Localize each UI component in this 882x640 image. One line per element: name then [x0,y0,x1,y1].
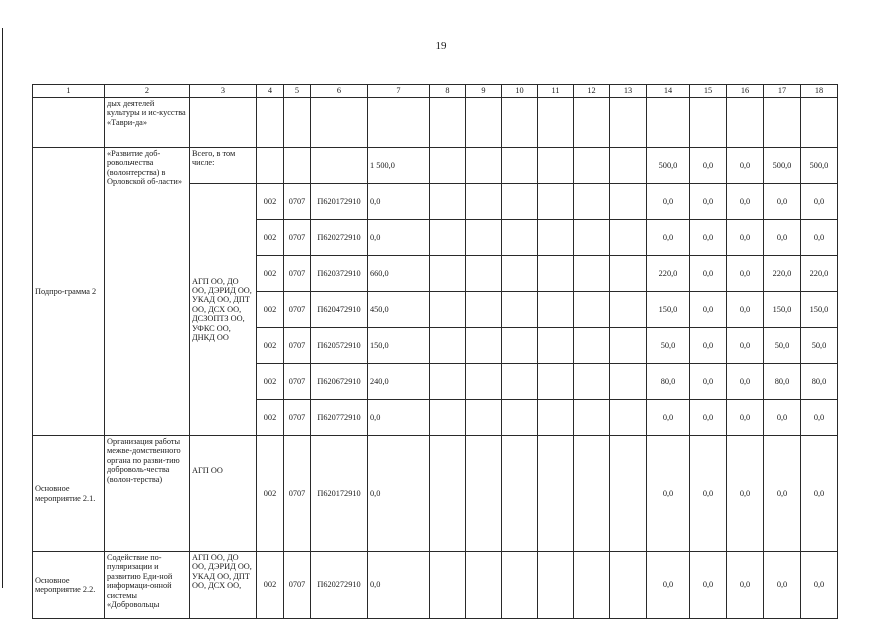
table-cell [538,552,574,619]
cell-c17: 0,0 [764,552,801,619]
header-cell: 13 [610,85,647,98]
cell-c17: 0,0 [764,184,801,220]
activity-22-row [33,552,838,619]
total-label: Всего, в том числе: [190,148,257,184]
header-cell: 7 [368,85,430,98]
header-cell: 15 [690,85,727,98]
header-cell: 5 [284,85,311,98]
program-label: Подпро-грамма 2 [33,148,105,436]
table-cell [430,436,466,552]
cell-c7: 0,0 [368,552,430,619]
continuation-name: дых деятелей культуры и ис-кусства «Таври-да» [105,98,190,148]
table-cell [538,148,574,184]
table-cell [190,98,257,148]
activity-22-label: Основное мероприятие 2.2. [33,552,105,619]
table-cell [368,98,430,148]
header-cell: 11 [538,85,574,98]
header-cell: 10 [502,85,538,98]
total-c15: 0,0 [690,148,727,184]
cell-c15: 0,0 [690,328,727,364]
cell-c5: 0707 [284,220,311,256]
activity-21-label: Основное мероприятие 2.1. [33,436,105,552]
activity-21-executor: АГП ОО [190,436,257,552]
cell-c4: 002 [257,292,284,328]
cell-c4: 002 [257,328,284,364]
table-cell [502,552,538,619]
cell-c17: 150,0 [764,292,801,328]
table-cell [430,256,466,292]
table-cell [574,256,610,292]
total-c16: 0,0 [727,148,764,184]
header-row [33,85,838,98]
table-cell [466,98,502,148]
header-cell: 9 [466,85,502,98]
table-cell [466,328,502,364]
header-cell: 17 [764,85,801,98]
program-total-row [33,148,838,184]
cell-c6: П620172910 [311,184,368,220]
table-cell [430,292,466,328]
cell-c17: 0,0 [764,400,801,436]
table-cell [574,220,610,256]
table-cell [257,98,284,148]
header-cell: 16 [727,85,764,98]
table-cell [647,98,690,148]
cell-c4: 002 [257,184,284,220]
table-cell [574,552,610,619]
cell-c14: 50,0 [647,328,690,364]
header-cell: 3 [190,85,257,98]
cell-c7: 660,0 [368,256,430,292]
header-cell: 1 [33,85,105,98]
cell-c15: 0,0 [690,292,727,328]
table-cell [610,184,647,220]
cell-c16: 0,0 [727,184,764,220]
cell-c5: 0707 [284,400,311,436]
cell-c16: 0,0 [727,364,764,400]
table-cell [610,220,647,256]
cell-c6: П620272910 [311,220,368,256]
cell-c5: 0707 [284,256,311,292]
table-cell [466,552,502,619]
cell-c18: 80,0 [801,364,838,400]
table-cell [311,98,368,148]
table-cell [502,400,538,436]
table-cell [430,364,466,400]
cell-c17: 0,0 [764,220,801,256]
cell-c14: 0,0 [647,400,690,436]
table-cell [466,220,502,256]
cell-c15: 0,0 [690,400,727,436]
cell-c7: 0,0 [368,220,430,256]
program-executors: АГП ОО, ДО ОО, ДЭРИД ОО, УКАД ОО, ДПТ ОО, ДСХ ОО, ДСЗОПТЗ ОО, УФКС ОО, ДНКД ОО [190,184,257,436]
table-cell [610,436,647,552]
table-cell [466,292,502,328]
activity-22-executor: АГП ОО, ДО ОО, ДЭРИД ОО, УКАД ОО, ДПТ ОО, ДСХ ОО, [190,552,257,619]
table-cell [574,364,610,400]
total-c18: 500,0 [801,148,838,184]
cell-c5: 0707 [284,364,311,400]
table-cell [538,400,574,436]
table-cell [257,148,284,184]
page-number: 19 [435,40,447,52]
table-cell [610,98,647,148]
cell-c17: 0,0 [764,436,801,552]
cell-c15: 0,0 [690,552,727,619]
cell-c16: 0,0 [727,436,764,552]
table-cell [574,148,610,184]
table-cell [502,98,538,148]
table-cell [538,256,574,292]
cell-c5: 0707 [284,292,311,328]
cell-c5: 0707 [284,436,311,552]
cell-c14: 0,0 [647,436,690,552]
cell-c7: 240,0 [368,364,430,400]
activity-21-row [33,436,838,552]
table-cell [502,184,538,220]
table-cell [466,256,502,292]
table-cell [610,328,647,364]
table-cell [502,256,538,292]
table-cell [430,220,466,256]
cell-c17: 80,0 [764,364,801,400]
table-cell [538,328,574,364]
table-cell [311,148,368,184]
table-cell [466,148,502,184]
total-c7: 1 500,0 [368,148,430,184]
cell-c6: П620372910 [311,256,368,292]
header-cell: 8 [430,85,466,98]
cell-c15: 0,0 [690,364,727,400]
table-cell [690,98,727,148]
cell-c14: 220,0 [647,256,690,292]
table-cell [538,292,574,328]
table-cell [502,148,538,184]
table-cell [502,220,538,256]
cell-c18: 0,0 [801,400,838,436]
table-cell [502,364,538,400]
cell-c15: 0,0 [690,436,727,552]
table-cell [610,148,647,184]
table-cell [466,364,502,400]
cell-c18: 0,0 [801,184,838,220]
table-cell [538,436,574,552]
header-cell: 14 [647,85,690,98]
cell-c18: 220,0 [801,256,838,292]
total-c17: 500,0 [764,148,801,184]
cell-c14: 0,0 [647,184,690,220]
table-cell [502,436,538,552]
page-edge-line [2,28,3,588]
table-cell [610,364,647,400]
cell-c5: 0707 [284,184,311,220]
table-cell [33,98,105,148]
cell-c14: 0,0 [647,220,690,256]
cell-c4: 002 [257,220,284,256]
cell-c7: 0,0 [368,436,430,552]
cell-c16: 0,0 [727,328,764,364]
header-cell: 6 [311,85,368,98]
cell-c16: 0,0 [727,220,764,256]
table-cell [764,98,801,148]
table-cell [538,98,574,148]
cell-c18: 0,0 [801,552,838,619]
cell-c16: 0,0 [727,292,764,328]
table-cell [610,552,647,619]
table-cell [430,400,466,436]
cell-c15: 0,0 [690,220,727,256]
cell-c4: 002 [257,256,284,292]
table-cell [801,98,838,148]
cell-c14: 150,0 [647,292,690,328]
table-cell [502,328,538,364]
continuation-row [33,98,838,148]
table-cell [610,256,647,292]
cell-c18: 0,0 [801,436,838,552]
cell-c6: П620472910 [311,292,368,328]
cell-c6: П620172910 [311,436,368,552]
table-cell [538,220,574,256]
table-cell [284,98,311,148]
table-cell [610,292,647,328]
cell-c7: 150,0 [368,328,430,364]
cell-c16: 0,0 [727,400,764,436]
cell-c15: 0,0 [690,184,727,220]
cell-c18: 50,0 [801,328,838,364]
cell-c14: 80,0 [647,364,690,400]
header-cell: 18 [801,85,838,98]
cell-c7: 450,0 [368,292,430,328]
table-cell [727,98,764,148]
cell-c7: 0,0 [368,400,430,436]
table-cell [574,328,610,364]
total-c14: 500,0 [647,148,690,184]
header-cell: 12 [574,85,610,98]
budget-table [32,84,838,619]
cell-c16: 0,0 [727,256,764,292]
table-cell [538,184,574,220]
cell-c7: 0,0 [368,184,430,220]
table-cell [466,400,502,436]
cell-c15: 0,0 [690,256,727,292]
cell-c6: П620672910 [311,364,368,400]
table-cell [574,400,610,436]
cell-c17: 220,0 [764,256,801,292]
table-cell [574,98,610,148]
cell-c18: 150,0 [801,292,838,328]
activity-21-name: Организация работы межве-домственного органа по разви-тию доброволь-чества (волон-терства) [105,436,190,552]
cell-c16: 0,0 [727,552,764,619]
header-cell: 4 [257,85,284,98]
activity-22-name: Содействие по-пуляризации и развитию Еди-ной информаци-онной системы «Добровольцы [105,552,190,619]
cell-c17: 50,0 [764,328,801,364]
table-cell [430,328,466,364]
table-cell [430,148,466,184]
table-cell [610,400,647,436]
table-cell [430,98,466,148]
table-cell [466,184,502,220]
cell-c4: 002 [257,552,284,619]
cell-c6: П620272910 [311,552,368,619]
table-cell [574,292,610,328]
cell-c4: 002 [257,364,284,400]
cell-c5: 0707 [284,552,311,619]
cell-c4: 002 [257,400,284,436]
cell-c5: 0707 [284,328,311,364]
table-cell [574,436,610,552]
cell-c14: 0,0 [647,552,690,619]
cell-c6: П620772910 [311,400,368,436]
table-cell [574,184,610,220]
cell-c18: 0,0 [801,220,838,256]
table-cell [430,184,466,220]
table-cell [502,292,538,328]
table-cell [284,148,311,184]
header-cell: 2 [105,85,190,98]
cell-c6: П620572910 [311,328,368,364]
table-cell [466,436,502,552]
table-cell [430,552,466,619]
table-cell [538,364,574,400]
program-name: «Развитие доб-ровольчества (волонтерства) в Орловской об-ласти» [105,148,190,436]
cell-c4: 002 [257,436,284,552]
